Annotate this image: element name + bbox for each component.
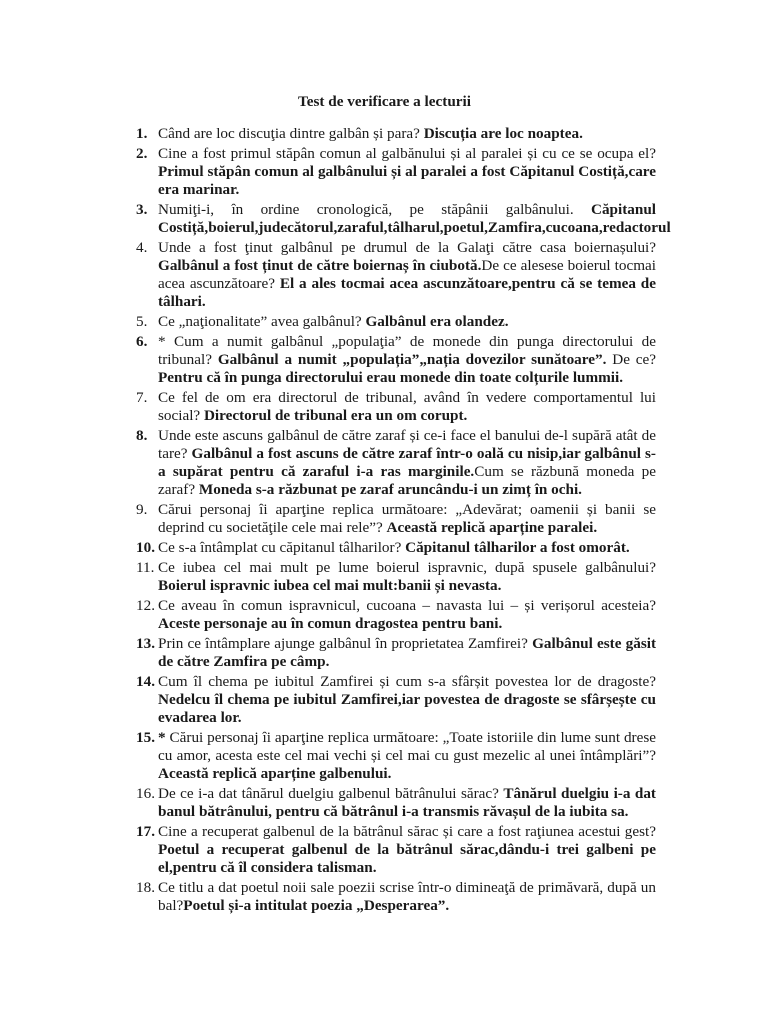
answer-text: Galbânul a fost ținut de către boiernaș în ciubotă. — [158, 257, 482, 274]
answer-text: Nedelcu îl chema pe iubitul Zamfirei,iar povestea de dragoste se sfârșește cu evadarea lor. — [158, 691, 656, 726]
question-prompt: De ce? — [606, 351, 656, 368]
answer-text: Boierul ispravnic iubea cel mai mult:banii și nevasta. — [158, 577, 502, 594]
question-number: 5. — [136, 313, 148, 330]
question-number: 18. — [136, 879, 155, 896]
question-item — [113, 389, 656, 425]
question-prompt: Ce titlu a dat poetul noii sale poezii scrise într-o dimineaţă de primăvară, după un bal? — [158, 879, 656, 914]
document-title: Test de verificare a lecturii — [298, 93, 471, 110]
question-prompt: Numiţi-i, în ordine cronologică, pe stăpânii galbânului. — [158, 201, 591, 218]
question-prompt: Ce „naţionalitate” avea galbânul? — [158, 313, 366, 330]
question-item — [113, 427, 656, 499]
answer-text: Căpitanul Costiță,boierul,judecătorul,zaraful,tâlharul,poetul,Zamfira,cucoana,redactorul — [158, 201, 671, 236]
answer-text: Căpitanul tâlharilor a fost omorât. — [405, 539, 630, 556]
answer-text: Poetul și-a intitulat poezia „Desperarea”. — [183, 897, 450, 914]
question-number: 9. — [136, 501, 148, 518]
answer-text: Aceste personaje au în comun dragostea pentru bani. — [158, 615, 503, 632]
question-number: 4. — [136, 239, 148, 256]
answer-text: Pentru că în punga directorului erau monede din toate colțurile lummii. — [158, 369, 624, 386]
question-item — [113, 785, 656, 821]
question-prompt: Prin ce întâmplare ajunge galbânul în proprietatea Zamfirei? — [158, 635, 533, 652]
question-prompt: Când are loc discuţia dintre galbân și para? — [158, 125, 424, 142]
question-text — [158, 635, 656, 670]
question-text — [158, 389, 656, 424]
answer-text: Poetul a recuperat galbenul de la bătrânul sărac,dându-i trei galbeni pe el,pentru că îl considera talisman. — [158, 841, 656, 876]
question-text — [158, 673, 656, 726]
question-item — [113, 729, 656, 783]
question-prompt: De ce alesese boierul tocmai acea ascunzătoare? — [158, 257, 656, 292]
question-item — [113, 125, 656, 143]
question-text — [158, 239, 656, 310]
question-item — [113, 673, 656, 727]
question-number: 11. — [136, 559, 155, 576]
question-prompt: * Cum a numit galbânul „populaţia” de monede din punga directorului de tribunal? — [158, 333, 656, 368]
answer-text: Moneda s-a răzbunat pe zaraf aruncându-i un zimț în ochi. — [198, 481, 582, 498]
question-text — [158, 597, 656, 632]
question-item — [113, 201, 671, 237]
question-text — [158, 785, 656, 820]
question-text — [158, 427, 656, 498]
question-number: 7. — [136, 389, 148, 406]
question-prompt: Cine a fost primul stăpân comun al galbănului și al paralei și cu ce se ocupa el? — [158, 145, 656, 162]
question-item — [113, 539, 656, 557]
question-prompt: Cine a recuperat galbenul de la bătrânul sărac și care a fost raţiunea acestui gest? — [158, 823, 656, 840]
question-text — [158, 823, 656, 876]
question-number: 2. — [136, 145, 148, 162]
question-number: 15. — [136, 729, 155, 746]
question-item — [113, 823, 656, 877]
question-prompt: De ce i-a dat tânărul duelgiu galbenul bătrânului sărac? — [158, 785, 504, 802]
question-number: 12. — [136, 597, 155, 614]
answer-text: El a ales tocmai acea ascunzătoare,pentru că se temea de tâlhari. — [158, 275, 656, 310]
question-text — [158, 539, 630, 556]
question-prompt: Cărui personaj îi aparţine replica următoare: „Toate istoriile din lume sunt drese cu amor, acesta este cel mai vechi și cel mai cu gust mezelic al unei întâmplări”? — [158, 729, 657, 764]
answer-text: Primul stăpân comun al galbânului și al paralei a fost Căpitanul Costiță,care era marinar. — [158, 163, 656, 198]
answer-text: Galbânul era olandez. — [365, 313, 509, 330]
answer-text: Această replică aparține galbenului. — [158, 765, 392, 782]
question-prompt: Cum se răzbună moneda pe zaraf? — [158, 463, 656, 498]
question-item — [113, 635, 656, 671]
question-text — [158, 333, 656, 386]
answer-text: * — [158, 729, 170, 746]
question-number: 1. — [136, 125, 148, 142]
question-prompt: Ce s-a întâmplat cu căpitanul tâlharilor? — [158, 539, 406, 556]
question-prompt: Unde este ascuns galbânul de către zaraf și ce-i face el banului de-l supără atât de tare? — [158, 427, 656, 462]
question-item — [113, 239, 656, 311]
question-number: 14. — [136, 673, 155, 690]
question-number: 13. — [136, 635, 155, 652]
answer-text: Tânărul duelgiu i-a dat banul bătrânului, pentru că bătrânul i-a transmis răvașul de la iubita sa. — [158, 785, 656, 820]
question-prompt: Cărui personaj îi aparţine replica următoare: „Adevărat; oamenii și banii se deprind cu societăţile cele mai rele”? — [158, 501, 656, 536]
question-prompt: Ce iubea cel mai mult pe lume boierul ispravnic, după spusele galbânului? — [158, 559, 656, 576]
question-item — [113, 313, 656, 331]
answer-text: Galbânul este găsit de către Zamfira pe câmp. — [158, 635, 657, 670]
question-item — [113, 501, 656, 537]
question-item — [113, 145, 656, 199]
question-number: 10. — [136, 539, 155, 556]
question-text — [158, 201, 671, 236]
question-prompt: Cum îl chema pe iubitul Zamfirei și cum s-a sfârșit povestea lor de dragoste? — [158, 673, 656, 690]
question-text — [158, 145, 656, 198]
question-number: 17. — [136, 823, 155, 840]
question-prompt: Ce fel de om era directorul de tribunal, având în vedere comportamentul lui social? — [158, 389, 656, 424]
question-prompt: Unde a fost ţinut galbânul pe drumul de la Galaţi către casa boiernașului? — [158, 239, 656, 256]
question-list — [113, 125, 671, 915]
question-number: 6. — [136, 333, 148, 350]
question-item — [113, 597, 656, 633]
answer-text: Această replică aparține paralei. — [386, 519, 598, 536]
question-text — [158, 501, 656, 536]
question-text — [158, 313, 509, 330]
question-number: 16. — [136, 785, 155, 802]
question-text — [158, 729, 656, 782]
question-text — [158, 559, 656, 594]
question-item — [113, 559, 656, 595]
question-text — [158, 125, 583, 142]
question-number: 3. — [136, 201, 148, 218]
answer-text: Directorul de tribunal era un om corupt. — [203, 407, 468, 424]
answer-text: Galbânul a fost ascuns de către zaraf într-o oală cu nisip,iar galbânul s-a supărat pentru că zaraful i-a ras marginile. — [158, 445, 656, 480]
question-item — [113, 879, 656, 915]
question-item — [113, 333, 656, 387]
question-text — [158, 879, 656, 914]
question-number: 8. — [136, 427, 148, 444]
question-prompt: Ce aveau în comun ispravnicul, cucoana – navasta lui – și verișorul acesteia? — [158, 597, 656, 614]
answer-text: Galbânul a numit „populația”„nația dovezilor sunătoare”. — [217, 351, 607, 368]
answer-text: Discuția are loc noaptea. — [423, 125, 583, 142]
